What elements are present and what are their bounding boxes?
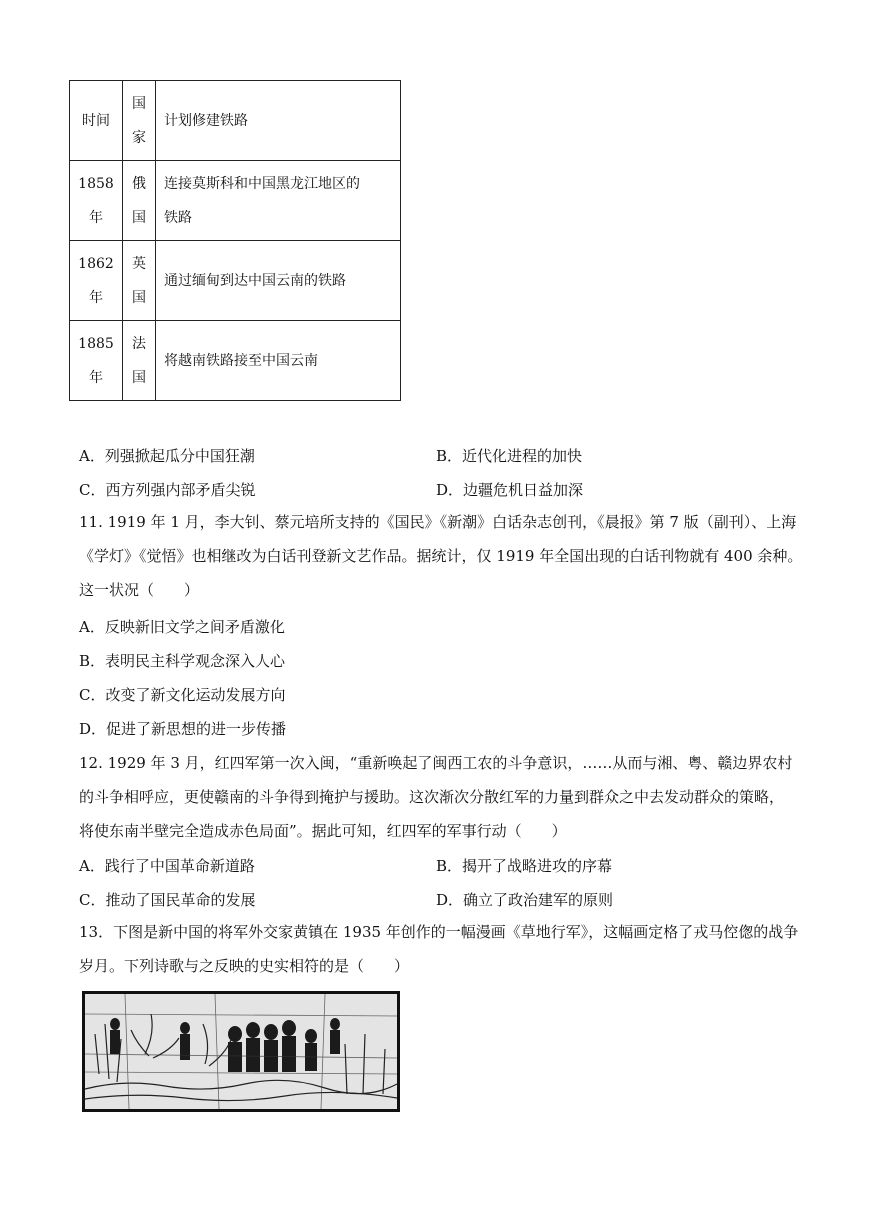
q12-line: 将使东南半壁完全造成赤色局面”。据此可知，红四军的军事行动（ ） <box>79 822 567 840</box>
grassland-march-cartoon <box>82 991 400 1112</box>
q13-stem <box>79 915 799 983</box>
cell-plan: 通过缅甸到达中国云南的铁路 <box>156 241 401 321</box>
q11-option-b[interactable]: B．表明民主科学观念深入人心 <box>79 652 286 670</box>
q12-line: 的斗争相呼应，更使赣南的斗争得到掩护与援助。这次渐次分散红军的力量到群众之中去发动群众的策略， <box>79 788 785 806</box>
cell-plan: 将越南铁路接至中国云南 <box>156 321 401 401</box>
q12-option-c[interactable]: C．推动了国民革命的发展 <box>79 891 256 909</box>
header-plan: 计划修建铁路 <box>156 81 401 161</box>
table-row <box>70 321 401 401</box>
table-header-row <box>70 81 401 161</box>
q11-line: 11. 1919 年 1 月，李大钊、蔡元培所支持的《国民》《新潮》白话杂志创刊，《晨报》第 7 版（副刊）、上海 <box>79 513 797 531</box>
q12-option-b[interactable]: B．揭开了战略进攻的序幕 <box>436 857 613 875</box>
cartoon-drawing <box>85 994 397 1109</box>
q12-option-a[interactable]: A．践行了中国革命新道路 <box>79 857 255 875</box>
cell-year: 1862 年 <box>70 241 123 321</box>
q11-stem <box>79 505 803 607</box>
cell-country: 英 国 <box>123 241 156 321</box>
cell-country: 俄 国 <box>123 161 156 241</box>
cell-country: 法 国 <box>123 321 156 401</box>
table-row <box>70 241 401 321</box>
header-time: 时间 <box>70 81 123 161</box>
q12-stem <box>79 746 799 848</box>
q12-option-d[interactable]: D．确立了政治建军的原则 <box>436 891 614 909</box>
q13-line: 13．下图是新中国的将军外交家黄镇在 1935 年创作的一幅漫画《草地行军》，这幅画定格了戎马倥偬的战争 <box>79 923 799 941</box>
q10-option-c[interactable]: C．西方列强内部矛盾尖锐 <box>79 481 256 499</box>
table-row <box>70 161 401 241</box>
railway-plan-table <box>69 80 401 401</box>
q11-option-d[interactable]: D．促进了新思想的进一步传播 <box>79 720 287 738</box>
q10-option-d[interactable]: D．边疆危机日益加深 <box>436 481 584 499</box>
header-country: 国 家 <box>123 81 156 161</box>
q11-option-a[interactable]: A．反映新旧文学之间矛盾激化 <box>79 618 285 636</box>
cell-year: 1858 年 <box>70 161 123 241</box>
cell-year: 1885 年 <box>70 321 123 401</box>
q11-line: 这一状况（ ） <box>79 581 200 599</box>
q11-option-c[interactable]: C．改变了新文化运动发展方向 <box>79 686 286 704</box>
q10-option-a[interactable]: A．列强掀起瓜分中国狂潮 <box>79 447 255 465</box>
q10-option-b[interactable]: B．近代化进程的加快 <box>436 447 583 465</box>
q13-line: 岁月。下列诗歌与之反映的史实相符的是（ ） <box>79 957 410 975</box>
q11-line: 《学灯》《觉悟》也相继改为白话刊登新文艺作品。据统计，仅 1919 年全国出现的白话刊物就有 400 余种。 <box>79 547 803 565</box>
cell-plan: 连接莫斯科和中国黑龙江地区的 铁路 <box>156 161 401 241</box>
q12-line: 12. 1929 年 3 月，红四军第一次入闽，“重新唤起了闽西工农的斗争意识，……从而与湘、粤、赣边界农村 <box>79 754 793 772</box>
